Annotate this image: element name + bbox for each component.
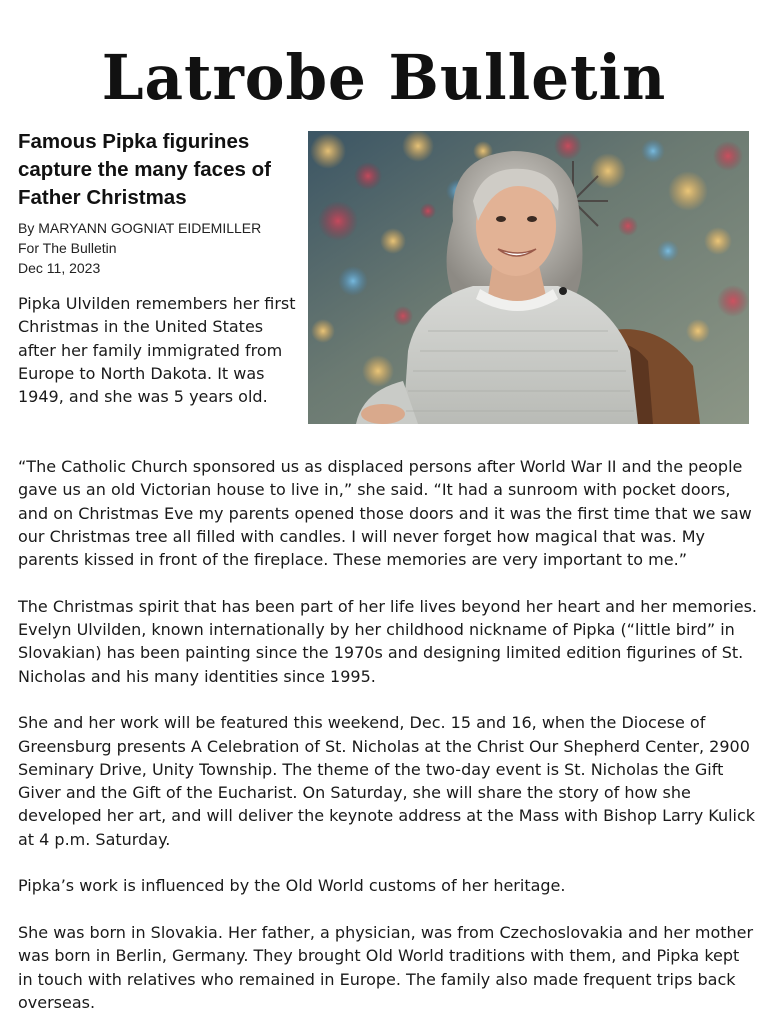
body-paragraph: The Christmas spirit that has been part of her life lives beyond her heart and her memories. Evelyn Ulvilden, known internationally by her childhood nickname of Pipka (“little bird” in Slovakian) has been painting since the 1970s and designing limited edition figurines of St. Nicholas and his many identities since 1995.: [18, 596, 758, 686]
body-paragraph: She and her work will be featured this weekend, Dec. 15 and 16, when the Diocese of Greensburg presents A Celebration of St. Nicholas at the Christ Our Shepherd Center, 2900 Seminary Drive, Unity Township. The theme of the two-day event is St. Nicholas the Gift Giver and the Gift of the Eucharist. On Saturday, she will share the story of how she developed her art, and will deliver the keynote address at the Mass with Bishop Larry Kulick at 4 p.m. Saturday.: [18, 713, 756, 849]
byline-date: Dec 11, 2023: [18, 260, 101, 276]
article-body: [18, 455, 758, 1033]
byline-affiliation: For The Bulletin: [18, 240, 117, 256]
body-paragraph: Pipka’s work is influenced by the Old World customs of her heritage.: [18, 876, 566, 896]
body-paragraph: “The Catholic Church sponsored us as displaced persons after World War II and the people gave us an old Victorian house to live in,” she said. “It had a sunroom with pocket doors, and on Christmas Eve my parents opened those doors and it was the first time that we saw our Christmas tree all filled with candles. I will never forget how magical that was. My parents kissed in front of the fireplace. These memories are very important to me.”: [18, 457, 752, 570]
lead-paragraph: Pipka Ulvilden remembers her first Christmas in the United States after her family immigrated from Europe to North Dakota. It was 1949, and she was 5 years old.: [18, 294, 296, 407]
portrait-illustration: [308, 131, 749, 424]
article-headline: Famous Pipka figurines capture the many faces of Father Christmas: [18, 130, 271, 209]
byline-author: By MARYANN GOGNIAT EIDEMILLER: [18, 220, 262, 236]
body-paragraph: She was born in Slovakia. Her father, a physician, was from Czechoslovakia and her mother was born in Berlin, Germany. They brought Old World traditions with them, and Pipka kept in touch with relatives who remained in Europe. The family also made frequent trips back overseas.: [18, 922, 754, 1012]
byline: [18, 218, 300, 278]
article-photo: [308, 131, 749, 424]
masthead-title: Latrobe Bulletin: [101, 41, 667, 114]
